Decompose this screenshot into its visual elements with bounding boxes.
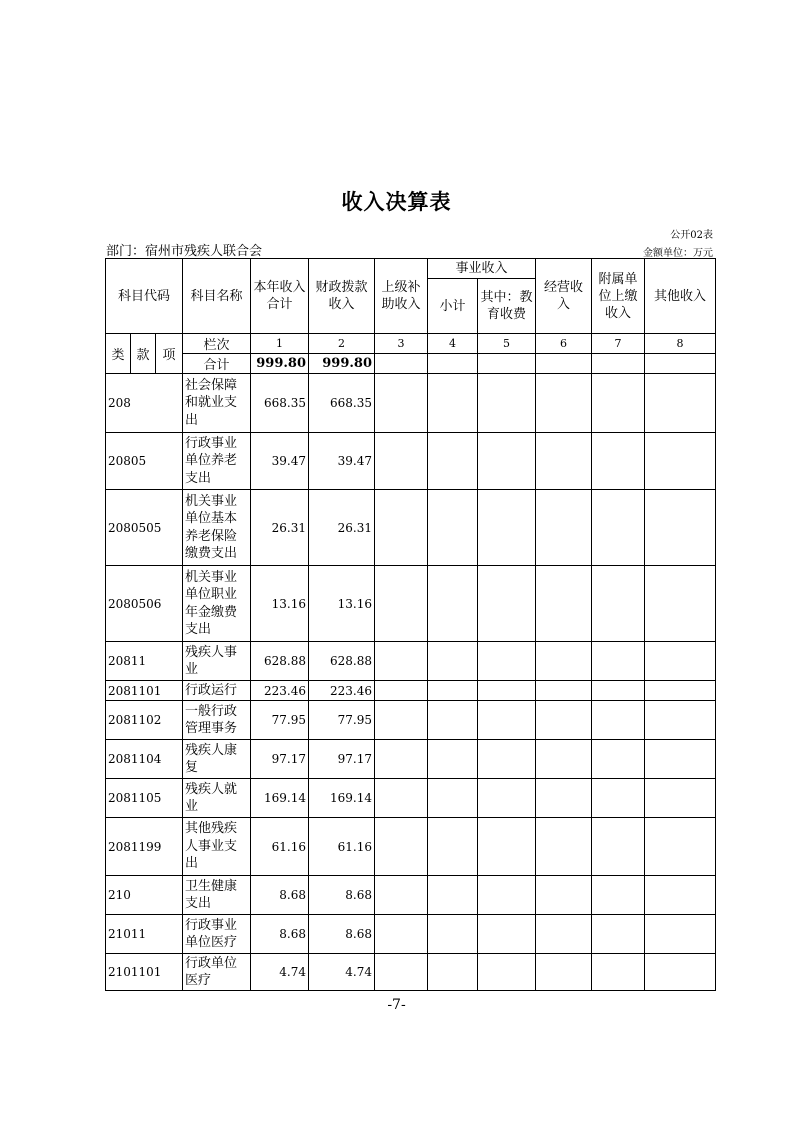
annual-income-cell: 77.95 — [251, 701, 309, 740]
empty-cell — [645, 915, 716, 954]
subject-name-header: 科目名称 — [183, 259, 251, 334]
empty-cell — [592, 642, 645, 681]
empty-cell — [478, 681, 536, 701]
empty-cell — [592, 354, 645, 374]
empty-cell — [645, 490, 716, 566]
subject-code-cell: 21011 — [106, 915, 183, 954]
empty-cell — [478, 740, 536, 779]
subject-name-cell: 残疾人就业 — [183, 779, 251, 818]
annual-income-cell: 628.88 — [251, 642, 309, 681]
annual-income-cell: 223.46 — [251, 681, 309, 701]
subject-code-header: 科目代码 — [106, 259, 183, 334]
column-number: 8 — [645, 334, 716, 354]
empty-cell — [478, 954, 536, 991]
total-label: 合计 — [183, 354, 251, 374]
empty-cell — [592, 374, 645, 433]
fiscal-allocation-cell: 61.16 — [309, 818, 375, 876]
subject-name-cell: 机关事业单位职业年金缴费支出 — [183, 566, 251, 642]
annual-income-cell: 61.16 — [251, 818, 309, 876]
empty-cell — [536, 566, 592, 642]
annual-income-cell: 4.74 — [251, 954, 309, 991]
annual-income-header: 本年收入合计 — [251, 259, 309, 334]
empty-cell — [478, 566, 536, 642]
empty-cell — [478, 818, 536, 876]
empty-cell — [592, 681, 645, 701]
subject-name-cell: 残疾人事业 — [183, 642, 251, 681]
annual-income-cell: 668.35 — [251, 374, 309, 433]
education-fee-header: 其中：教育收费 — [478, 279, 536, 334]
total-fiscal-allocation: 999.80 — [309, 354, 375, 374]
empty-cell — [375, 433, 428, 490]
empty-cell — [428, 433, 478, 490]
empty-cell — [428, 915, 478, 954]
empty-cell — [536, 954, 592, 991]
table-row — [106, 566, 716, 642]
empty-cell — [478, 354, 536, 374]
empty-cell — [478, 915, 536, 954]
subject-code-cell: 2081105 — [106, 779, 183, 818]
empty-cell — [375, 490, 428, 566]
empty-cell — [428, 354, 478, 374]
empty-cell — [375, 876, 428, 915]
fiscal-allocation-cell: 39.47 — [309, 433, 375, 490]
empty-cell — [592, 701, 645, 740]
affiliated-income-header: 附属单位上缴收入 — [592, 259, 645, 334]
empty-cell — [592, 740, 645, 779]
form-number: 公开02表 — [670, 230, 713, 241]
empty-cell — [536, 642, 592, 681]
page-number: -7- — [387, 997, 406, 1013]
subject-code-cell: 20805 — [106, 433, 183, 490]
empty-cell — [592, 433, 645, 490]
empty-cell — [536, 818, 592, 876]
subject-name-cell: 社会保障和就业支出 — [183, 374, 251, 433]
empty-cell — [478, 876, 536, 915]
section-header: 款 — [131, 334, 156, 374]
empty-cell — [375, 681, 428, 701]
empty-cell — [645, 740, 716, 779]
empty-cell — [592, 818, 645, 876]
empty-cell — [645, 779, 716, 818]
column-number: 5 — [478, 334, 536, 354]
empty-cell — [375, 374, 428, 433]
empty-cell — [645, 876, 716, 915]
other-income-header: 其他收入 — [645, 259, 716, 334]
table-row — [106, 876, 716, 915]
item-header: 项 — [156, 334, 183, 374]
empty-cell — [645, 642, 716, 681]
empty-cell — [536, 701, 592, 740]
empty-cell — [536, 490, 592, 566]
empty-cell — [592, 954, 645, 991]
fiscal-allocation-cell: 628.88 — [309, 642, 375, 681]
subject-code-cell: 208 — [106, 374, 183, 433]
fiscal-allocation-header: 财政拨款收入 — [309, 259, 375, 334]
annual-income-cell: 26.31 — [251, 490, 309, 566]
fiscal-allocation-cell: 169.14 — [309, 779, 375, 818]
empty-cell — [645, 681, 716, 701]
table-row — [106, 681, 716, 701]
subject-code-cell: 2101101 — [106, 954, 183, 991]
empty-cell — [375, 915, 428, 954]
empty-cell — [645, 818, 716, 876]
table-row — [106, 779, 716, 818]
subject-name-cell: 一般行政管理事务 — [183, 701, 251, 740]
empty-cell — [428, 876, 478, 915]
income-table — [105, 258, 716, 991]
fiscal-allocation-cell: 97.17 — [309, 740, 375, 779]
fiscal-allocation-cell: 4.74 — [309, 954, 375, 991]
table-row — [106, 740, 716, 779]
table-row — [106, 433, 716, 490]
empty-cell — [592, 915, 645, 954]
column-number: 6 — [536, 334, 592, 354]
empty-cell — [478, 490, 536, 566]
subject-name-cell: 残疾人康复 — [183, 740, 251, 779]
empty-cell — [375, 954, 428, 991]
empty-cell — [478, 779, 536, 818]
column-number: 2 — [309, 334, 375, 354]
empty-cell — [645, 566, 716, 642]
empty-cell — [478, 642, 536, 681]
department-label: 部门：宿州市残疾人联合会 — [106, 244, 263, 259]
empty-cell — [645, 354, 716, 374]
column-number: 4 — [428, 334, 478, 354]
annual-income-cell: 8.68 — [251, 876, 309, 915]
operating-income-header: 经营收入 — [536, 259, 592, 334]
annual-income-cell: 13.16 — [251, 566, 309, 642]
empty-cell — [428, 642, 478, 681]
fiscal-allocation-cell: 77.95 — [309, 701, 375, 740]
empty-cell — [375, 818, 428, 876]
empty-cell — [536, 354, 592, 374]
empty-cell — [375, 779, 428, 818]
empty-cell — [645, 433, 716, 490]
empty-cell — [536, 374, 592, 433]
subject-code-cell: 2081102 — [106, 701, 183, 740]
subject-code-cell: 2081104 — [106, 740, 183, 779]
empty-cell — [375, 642, 428, 681]
empty-cell — [428, 566, 478, 642]
empty-cell — [428, 954, 478, 991]
column-number: 3 — [375, 334, 428, 354]
empty-cell — [536, 740, 592, 779]
subject-name-cell: 行政运行 — [183, 681, 251, 701]
empty-cell — [375, 566, 428, 642]
annual-income-cell: 8.68 — [251, 915, 309, 954]
subject-code-cell: 20811 — [106, 642, 183, 681]
empty-cell — [428, 490, 478, 566]
empty-cell — [428, 779, 478, 818]
empty-cell — [592, 779, 645, 818]
annual-income-cell: 39.47 — [251, 433, 309, 490]
subject-name-cell: 行政事业单位养老支出 — [183, 433, 251, 490]
empty-cell — [645, 701, 716, 740]
column-index-label: 栏次 — [183, 334, 251, 354]
empty-cell — [478, 374, 536, 433]
table-row — [106, 701, 716, 740]
table-row — [106, 915, 716, 954]
empty-cell — [536, 915, 592, 954]
annual-income-cell: 97.17 — [251, 740, 309, 779]
superior-subsidy-header: 上级补助收入 — [375, 259, 428, 334]
annual-income-cell: 169.14 — [251, 779, 309, 818]
empty-cell — [375, 740, 428, 779]
subject-name-cell: 行政单位医疗 — [183, 954, 251, 991]
fiscal-allocation-cell: 668.35 — [309, 374, 375, 433]
subject-code-cell: 210 — [106, 876, 183, 915]
empty-cell — [428, 740, 478, 779]
fiscal-allocation-cell: 8.68 — [309, 876, 375, 915]
empty-cell — [592, 490, 645, 566]
table-row — [106, 490, 716, 566]
table-row — [106, 818, 716, 876]
empty-cell — [536, 779, 592, 818]
report-title: 收入决算表 — [341, 190, 452, 214]
subject-name-cell: 行政事业单位医疗 — [183, 915, 251, 954]
subject-name-cell: 卫生健康支出 — [183, 876, 251, 915]
fiscal-allocation-cell: 26.31 — [309, 490, 375, 566]
empty-cell — [375, 354, 428, 374]
empty-cell — [428, 701, 478, 740]
table-row — [106, 954, 716, 991]
fiscal-allocation-cell: 13.16 — [309, 566, 375, 642]
fiscal-allocation-cell: 223.46 — [309, 681, 375, 701]
category-header: 类 — [106, 334, 131, 374]
column-number: 7 — [592, 334, 645, 354]
empty-cell — [645, 374, 716, 433]
empty-cell — [478, 701, 536, 740]
empty-cell — [478, 433, 536, 490]
empty-cell — [536, 681, 592, 701]
empty-cell — [428, 374, 478, 433]
subject-name-cell: 其他残疾人事业支出 — [183, 818, 251, 876]
subject-code-cell: 2080505 — [106, 490, 183, 566]
empty-cell — [428, 681, 478, 701]
subject-code-cell: 2080506 — [106, 566, 183, 642]
empty-cell — [645, 954, 716, 991]
subject-code-cell: 2081101 — [106, 681, 183, 701]
subject-code-cell: 2081199 — [106, 818, 183, 876]
amount-unit-label: 金额单位：万元 — [643, 248, 713, 259]
fiscal-allocation-cell: 8.68 — [309, 915, 375, 954]
empty-cell — [536, 876, 592, 915]
total-annual-income: 999.80 — [251, 354, 309, 374]
subject-name-cell: 机关事业单位基本养老保险缴费支出 — [183, 490, 251, 566]
subtotal-header: 小计 — [428, 279, 478, 334]
empty-cell — [592, 876, 645, 915]
empty-cell — [428, 818, 478, 876]
empty-cell — [375, 701, 428, 740]
undertaking-income-header: 事业收入 — [428, 259, 536, 279]
column-number: 1 — [251, 334, 309, 354]
table-row — [106, 642, 716, 681]
empty-cell — [536, 433, 592, 490]
empty-cell — [592, 566, 645, 642]
table-row — [106, 374, 716, 433]
